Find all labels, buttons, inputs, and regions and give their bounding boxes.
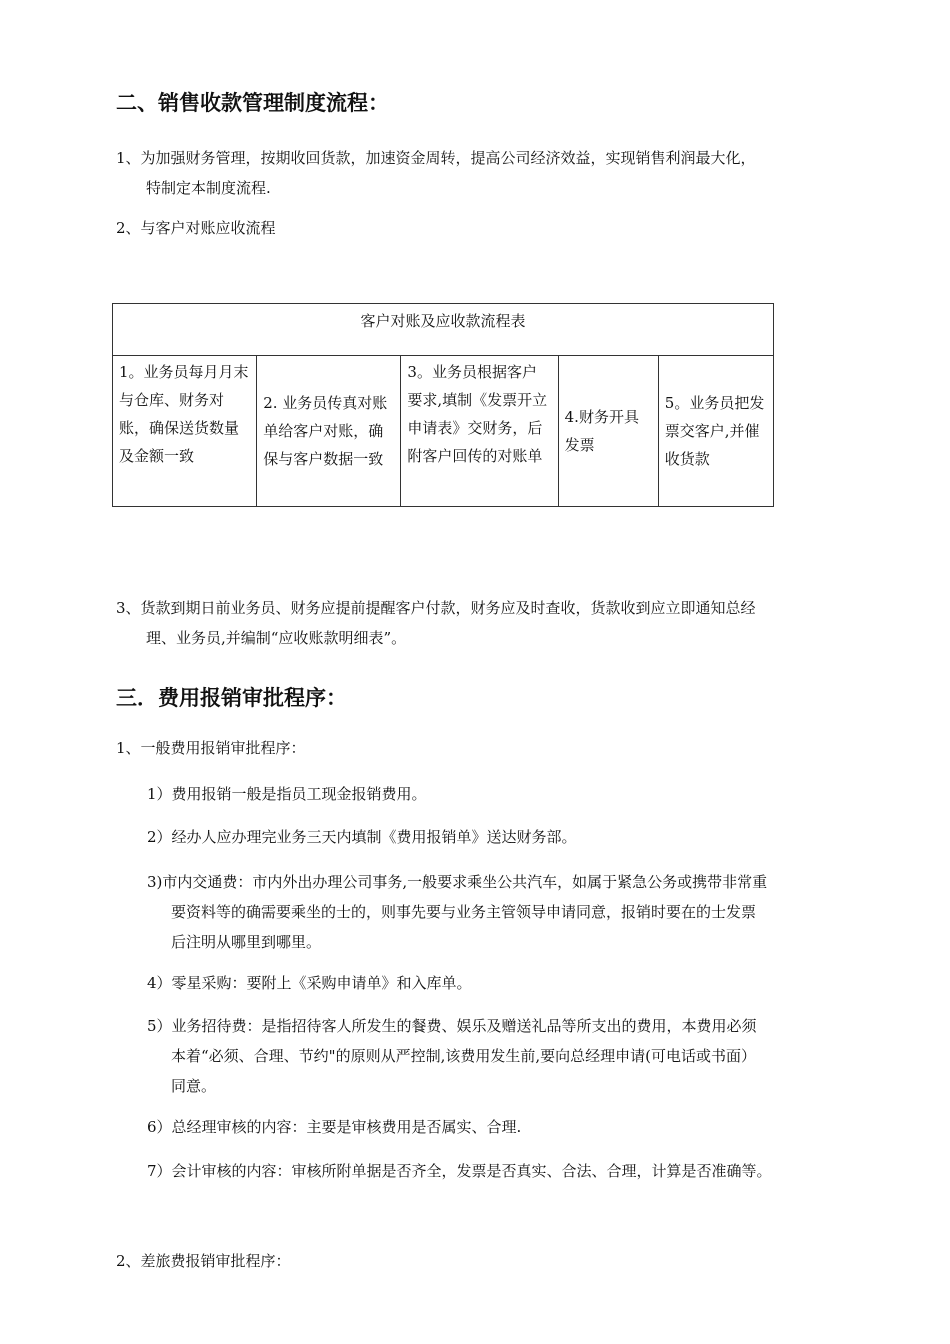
item-1: 1）费用报销一般是指员工现金报销费用。	[147, 785, 427, 803]
item-5-line-3: 同意。	[171, 1077, 217, 1095]
flow-table-caption: 客户对账及应收款流程表	[113, 304, 774, 356]
item-7: 7）会计审核的内容：审核所附单据是否齐全，发票是否真实、合法、合理，计算是否准确等。	[147, 1162, 772, 1180]
subheading-2: 2、差旅费报销审批程序：	[116, 1252, 291, 1270]
item-3-line-2: 要资料等的确需要乘坐的士的，则事先要与业务主管领导申请同意，报销时要在的士发票	[171, 903, 757, 921]
item-5-line-1: 5）业务招待费：是指招待客人所发生的餐费、娱乐及赠送礼品等所支出的费用，本费用必须	[147, 1017, 757, 1035]
flow-step-3: 3。业务员根据客户要求,填制《发票开立申请表》交财务，后附客户回传的对账单	[401, 356, 558, 507]
subheading-1: 1、一般费用报销审批程序：	[116, 739, 306, 757]
receivables-flow-table	[112, 303, 774, 507]
item-3	[147, 867, 767, 957]
section-2-title: 二、销售收款管理制度流程：	[116, 91, 389, 115]
item-3-line-3: 后注明从哪里到哪里。	[171, 933, 322, 951]
item-5-line-2: 本着“必须、合理、节约"的原则从严控制,该费用发生前,要向总经理申请(可电话或书面）	[171, 1047, 756, 1065]
paragraph-3	[116, 593, 756, 653]
paragraph-1-line-2: 特制定本制度流程.	[146, 179, 271, 197]
flow-step-4: 4.财务开具发票	[558, 356, 658, 507]
item-3-line-1: 3)市内交通费：市内外出办理公司事务,一般要求乘坐公共汽车，如属于紧急公务或携带非常重	[147, 873, 768, 891]
paragraph-3-line-1: 3、货款到期日前业务员、财务应提前提醒客户付款，财务应及时查收，货款收到应立即通知总经	[116, 599, 756, 617]
section-3-title: 三．费用报销审批程序：	[116, 686, 347, 710]
paragraph-1	[116, 143, 756, 203]
item-4: 4）零星采购：要附上《采购申请单》和入库单。	[147, 974, 472, 992]
paragraph-1-line-1: 1、为加强财务管理，按期收回货款，加速资金周转，提高公司经济效益，实现销售利润最大化，	[116, 149, 756, 167]
paragraph-3-line-2: 理、业务员,并编制“应收账款明细表”。	[146, 629, 407, 647]
item-2: 2）经办人应办理完业务三天内填制《费用报销单》送达财务部。	[147, 828, 577, 846]
flow-step-1: 1。业务员每月月末与仓库、财务对账，确保送货数量及金额一致	[113, 356, 257, 507]
item-6: 6）总经理审核的内容：主要是审核费用是否属实、合理.	[147, 1118, 522, 1136]
paragraph-2: 2、与客户对账应收流程	[116, 219, 276, 237]
item-5	[147, 1011, 757, 1101]
flow-step-2: 2. 业务员传真对账单给客户对账，确保与客户数据一致	[257, 356, 401, 507]
flow-step-5: 5。业务员把发票交客户,并催收货款	[658, 356, 773, 507]
